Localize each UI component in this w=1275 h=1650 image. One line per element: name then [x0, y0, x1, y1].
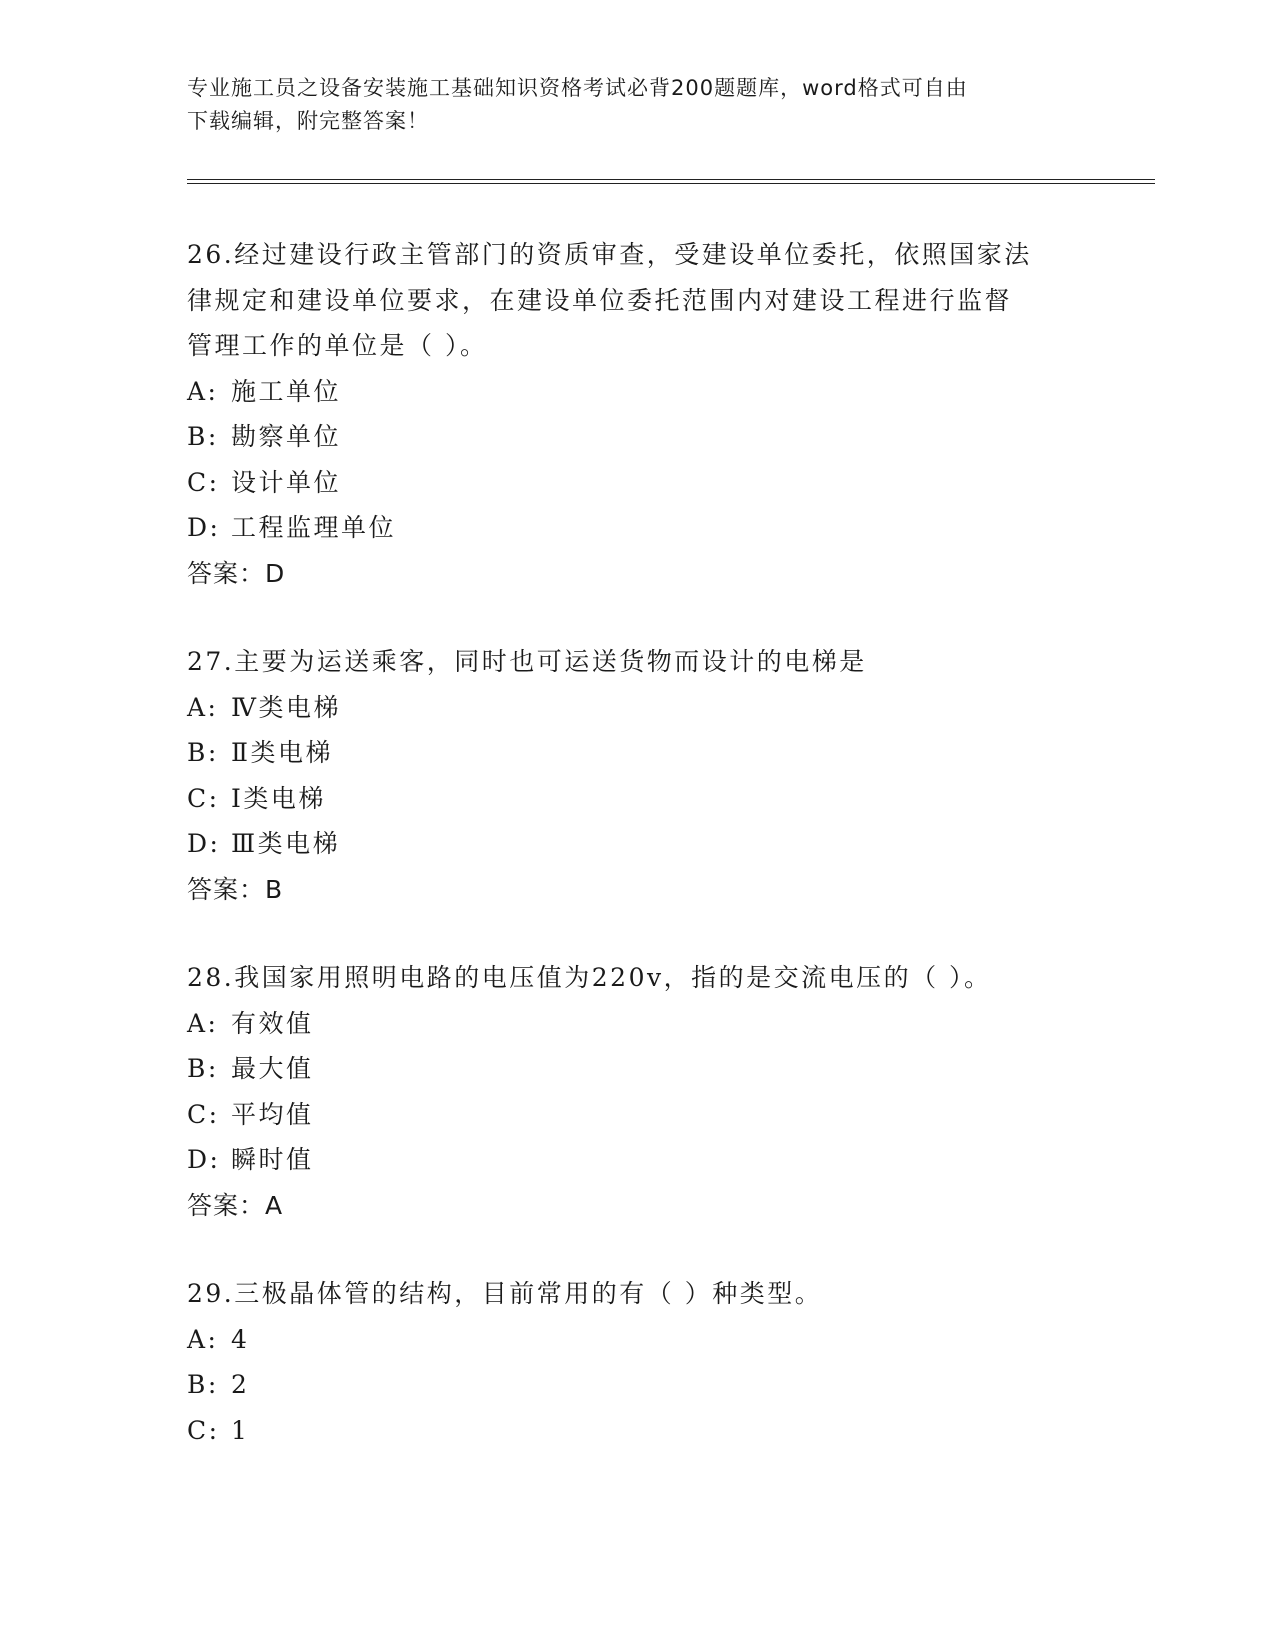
option-text: 瞬时值	[231, 1145, 314, 1174]
option-letter: A:	[187, 1008, 219, 1038]
answer-option	[187, 1362, 1087, 1408]
answer-option	[187, 1092, 1087, 1138]
answer-option	[187, 1001, 1087, 1047]
option-letter: D:	[187, 829, 221, 858]
question-stem-line: 28.我国家用照明电路的电压值为220v，指的是交流电压的（ ）。	[187, 963, 992, 992]
question-block	[187, 955, 1087, 1228]
answer-option	[187, 369, 1087, 415]
question-stem-line: 律规定和建设单位要求，在建设单位委托范围内对建设工程进行监督	[187, 285, 1013, 315]
option-text: 最大值	[231, 1054, 314, 1083]
answer-option	[187, 505, 1087, 551]
option-letter: B:	[187, 1054, 219, 1083]
option-letter: A:	[187, 1324, 219, 1354]
answer-option	[187, 460, 1087, 506]
option-text: 1	[231, 1415, 250, 1445]
option-letter: B:	[187, 738, 219, 767]
option-letter: C:	[187, 467, 220, 497]
answer-key: 答案：B	[187, 874, 284, 904]
question-stem-line: 管理工作的单位是（ ）。	[187, 331, 488, 360]
option-text: 施工单位	[231, 376, 342, 406]
option-text: Ⅳ类电梯	[231, 692, 341, 722]
option-text: 工程监理单位	[231, 513, 397, 542]
answer-option	[187, 776, 1087, 822]
option-letter: D:	[187, 513, 221, 542]
option-letter: C:	[187, 783, 220, 813]
question-block	[187, 232, 1087, 596]
option-text: 平均值	[231, 1099, 314, 1129]
header-line-2: 下载编辑，附完整答案！	[187, 109, 429, 133]
answer-option	[187, 1137, 1087, 1183]
question-block	[187, 1271, 1087, 1453]
option-letter: A:	[187, 692, 219, 722]
option-text: Ⅲ类电梯	[231, 829, 341, 858]
option-text: 有效值	[231, 1008, 314, 1038]
question-stem-line: 29.三极晶体管的结构，目前常用的有（ ）种类型。	[187, 1279, 823, 1308]
option-letter: C:	[187, 1415, 220, 1445]
option-letter: C:	[187, 1099, 220, 1129]
option-text: 4	[231, 1324, 250, 1354]
document-header	[187, 72, 1087, 138]
header-line-1: 专业施工员之设备安装施工基础知识资格考试必背200题题库，word格式可自由	[187, 76, 968, 100]
answer-option	[187, 1046, 1087, 1092]
answer-option	[187, 821, 1087, 867]
answer-key: 答案：A	[187, 1190, 284, 1220]
question-list	[187, 232, 1087, 1453]
header-divider	[187, 179, 1155, 184]
option-text: Ⅰ类电梯	[231, 783, 326, 813]
option-letter: B:	[187, 422, 219, 451]
question-block	[187, 639, 1087, 912]
question-stem-line: 27.主要为运送乘客，同时也可运送货物而设计的电梯是	[187, 647, 867, 676]
answer-option	[187, 414, 1087, 460]
answer-option	[187, 1317, 1087, 1363]
answer-option	[187, 685, 1087, 731]
option-text: 设计单位	[231, 467, 342, 497]
option-text: Ⅱ类电梯	[231, 738, 333, 767]
answer-option	[187, 1408, 1087, 1454]
option-text: 勘察单位	[231, 422, 342, 451]
answer-option	[187, 730, 1087, 776]
option-letter: D:	[187, 1145, 221, 1174]
option-letter: B:	[187, 1370, 219, 1399]
answer-key: 答案：D	[187, 558, 286, 588]
option-letter: A:	[187, 376, 219, 406]
option-text: 2	[231, 1370, 250, 1399]
question-stem-line: 26.经过建设行政主管部门的资质审查，受建设单位委托，依照国家法	[187, 240, 1032, 269]
